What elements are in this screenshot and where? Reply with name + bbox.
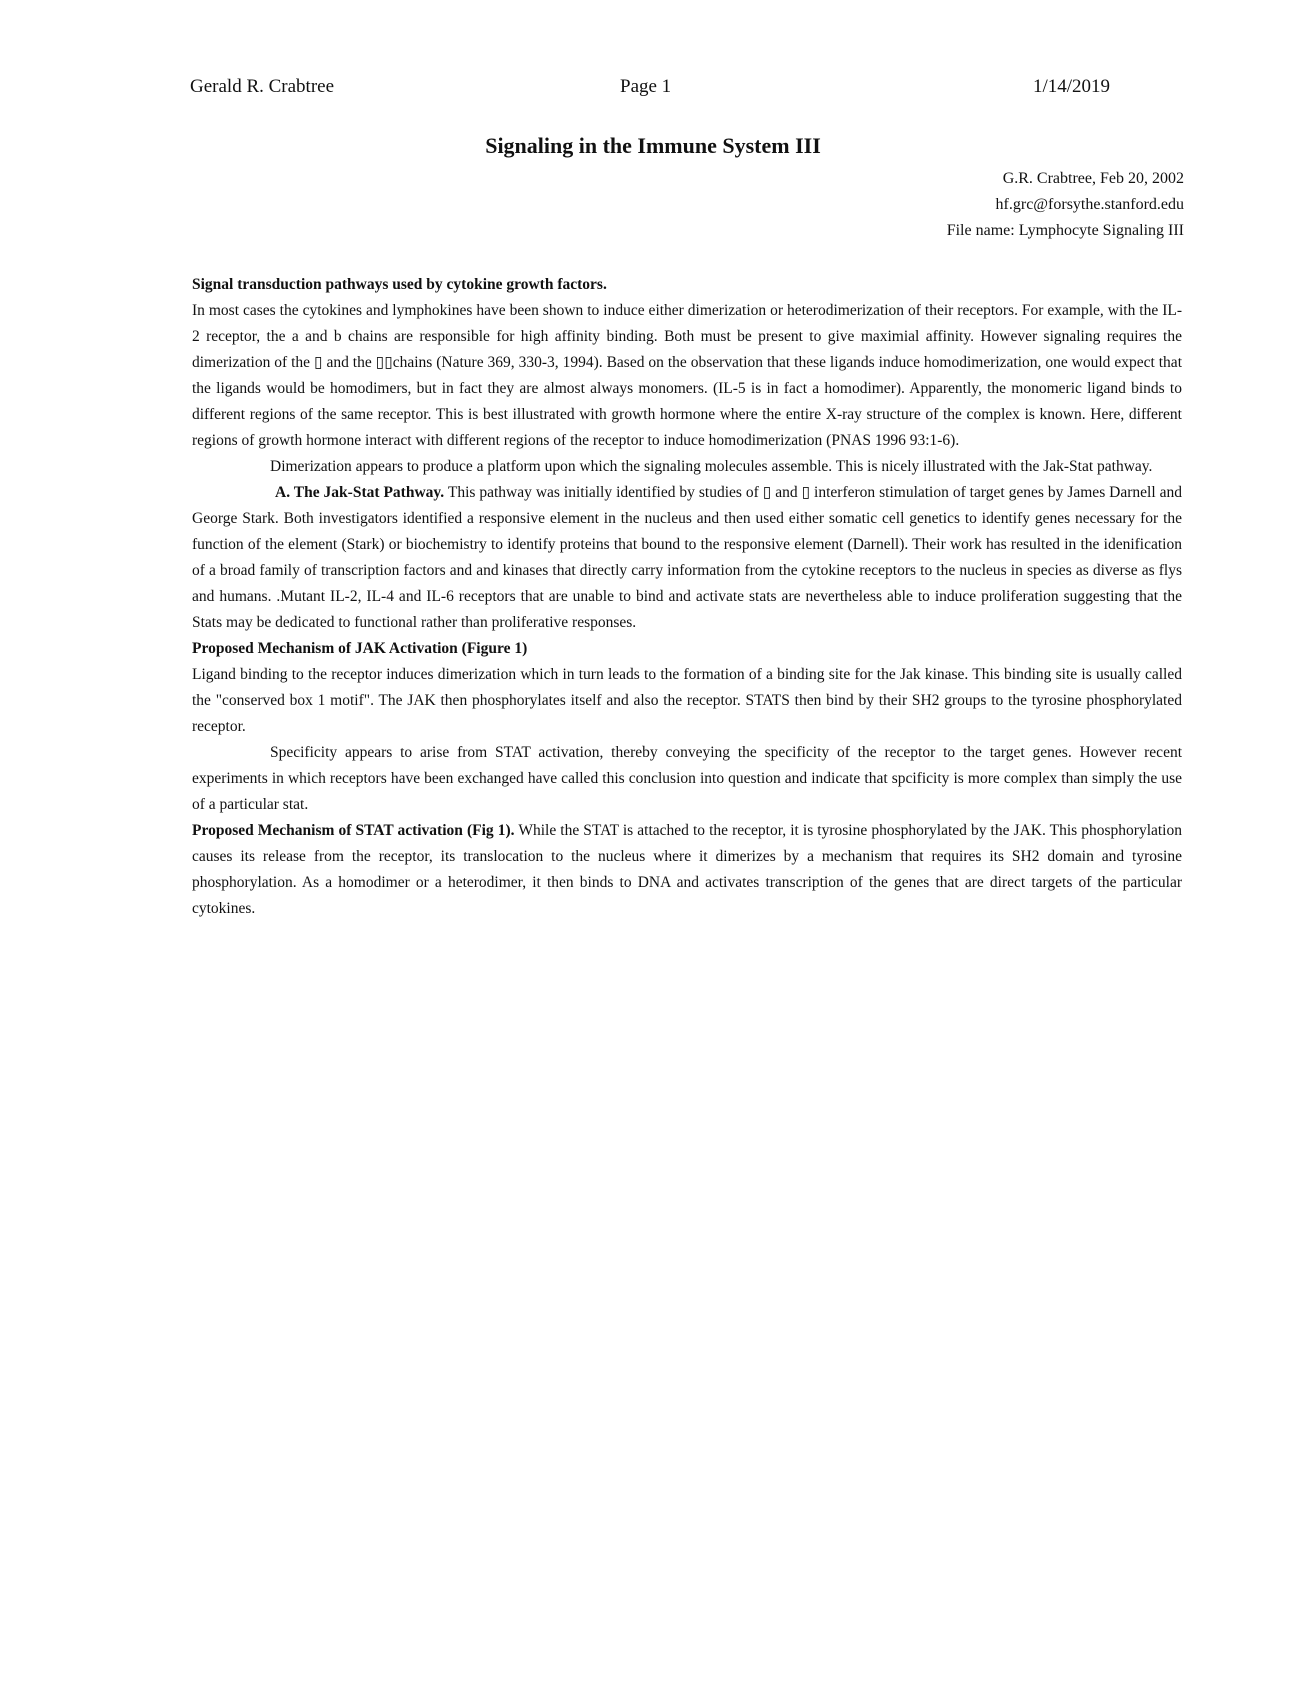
page-header [190,76,1110,104]
paragraph-specificity: Specificity appears to arise from STAT activation, thereby conveying the specificity of the receptor to the target genes. However recent experiments in which receptors have been exchanged have called this conclusion into question and indicate that spcificity is more complex than simply the use of a particular stat. [192,744,1182,813]
header-author: Gerald R. Crabtree [190,76,335,97]
paragraph-dimerization-intro: In most cases the cytokines and lymphokines have been shown to induce either dimerization or heterodimerization of their receptors. For example, with the IL-2 receptor, the a and b chains are responsible for high affinity binding. Both must be present to give maximial affinity. However signaling requires the dimerization of the ▯ and the ▯▯chains (Nature 369, 330-3, 1994). Based on the observation that these ligands induce homodimerization, one would expect that the ligands would be homodimers, but in fact they are almost always monomers. (IL-5 is in fact a homodimer). Apparently, the monomeric ligand binds to different regions of the same receptor. This is best illustrated with growth hormone where the entire X-ray structure of the complex is known. Here, different regions of growth hormone interact with different regions of the receptor to induce homodimerization (PNAS 1996 93:1-6). [192,302,1182,449]
paragraph-stat-activation [192,818,1182,922]
document-body [192,272,1182,922]
stat-activation-text: While the STAT is attached to the receptor, it is tyrosine phosphorylated by the JAK. This phosphorylation causes its release from the receptor, its translocation to the nucleus where it dimerizes by a mechanism that requires its SH2 domain and tyrosine phosphorylation. As a homodimer or a heterodimer, it then binds to DNA and activates transcription of the genes that are direct targets of the particular cytokines. [192,822,1182,917]
section-heading-jak-activation: Proposed Mechanism of JAK Activation (Figure 1) [192,640,528,657]
header-date: 1/14/2019 [1032,76,1110,97]
jak-stat-text: This pathway was initially identified by studies of ▯ and ▯ interferon stimulation of target genes by James Darnell and George Stark. Both investigators identified a responsive element in the nucleus and then used either somatic cell genetics to identify genes necessary for the function of the element (Stark) or biochemistry to identify proteins that bound to the responsive element (Darnell). Their work has resulted in the idenification of a broad family of transcription factors and and kinases that directly carry information from the cytokine receptors to the nucleus in species as diverse as flys and humans. .Mutant IL-2, IL-4 and IL-6 receptors that are unable to bind and activate stats are nevertheless able to induce proliferation suggesting that the Stats may be dedicated to functional rather than proliferative responses. [192,484,1182,631]
paragraph-platform: Dimerization appears to produce a platform upon which the signaling molecules assemble. This is nicely illustrated with the Jak-Stat pathway. [270,458,1153,475]
stat-activation-lead: Proposed Mechanism of STAT activation (Fig 1). [192,822,515,839]
document-title: Signaling in the Immune System III [485,133,821,158]
paragraph-jak-stat [192,480,1182,636]
header-page-number: Page 1 [620,76,672,97]
byline-email: hf.grc@forsythe.stanford.edu [995,196,1184,213]
jak-stat-lead: A. The Jak-Stat Pathway. [275,484,445,501]
section-heading-signal-transduction: Signal transduction pathways used by cytokine growth factors. [192,276,607,293]
byline-author-date: G.R. Crabtree, Feb 20, 2002 [1002,170,1184,187]
byline [947,166,1184,244]
byline-filename: File name: Lymphocyte Signaling III [946,222,1184,239]
paragraph-ligand-binding: Ligand binding to the receptor induces dimerization which in turn leads to the formation of a binding site for the Jak kinase. This binding site is usually called the "conserved box 1 motif". The JAK then phosphorylates itself and also the receptor. STATS then bind by their SH2 groups to the tyrosine phosphorylated receptor. [192,666,1182,735]
